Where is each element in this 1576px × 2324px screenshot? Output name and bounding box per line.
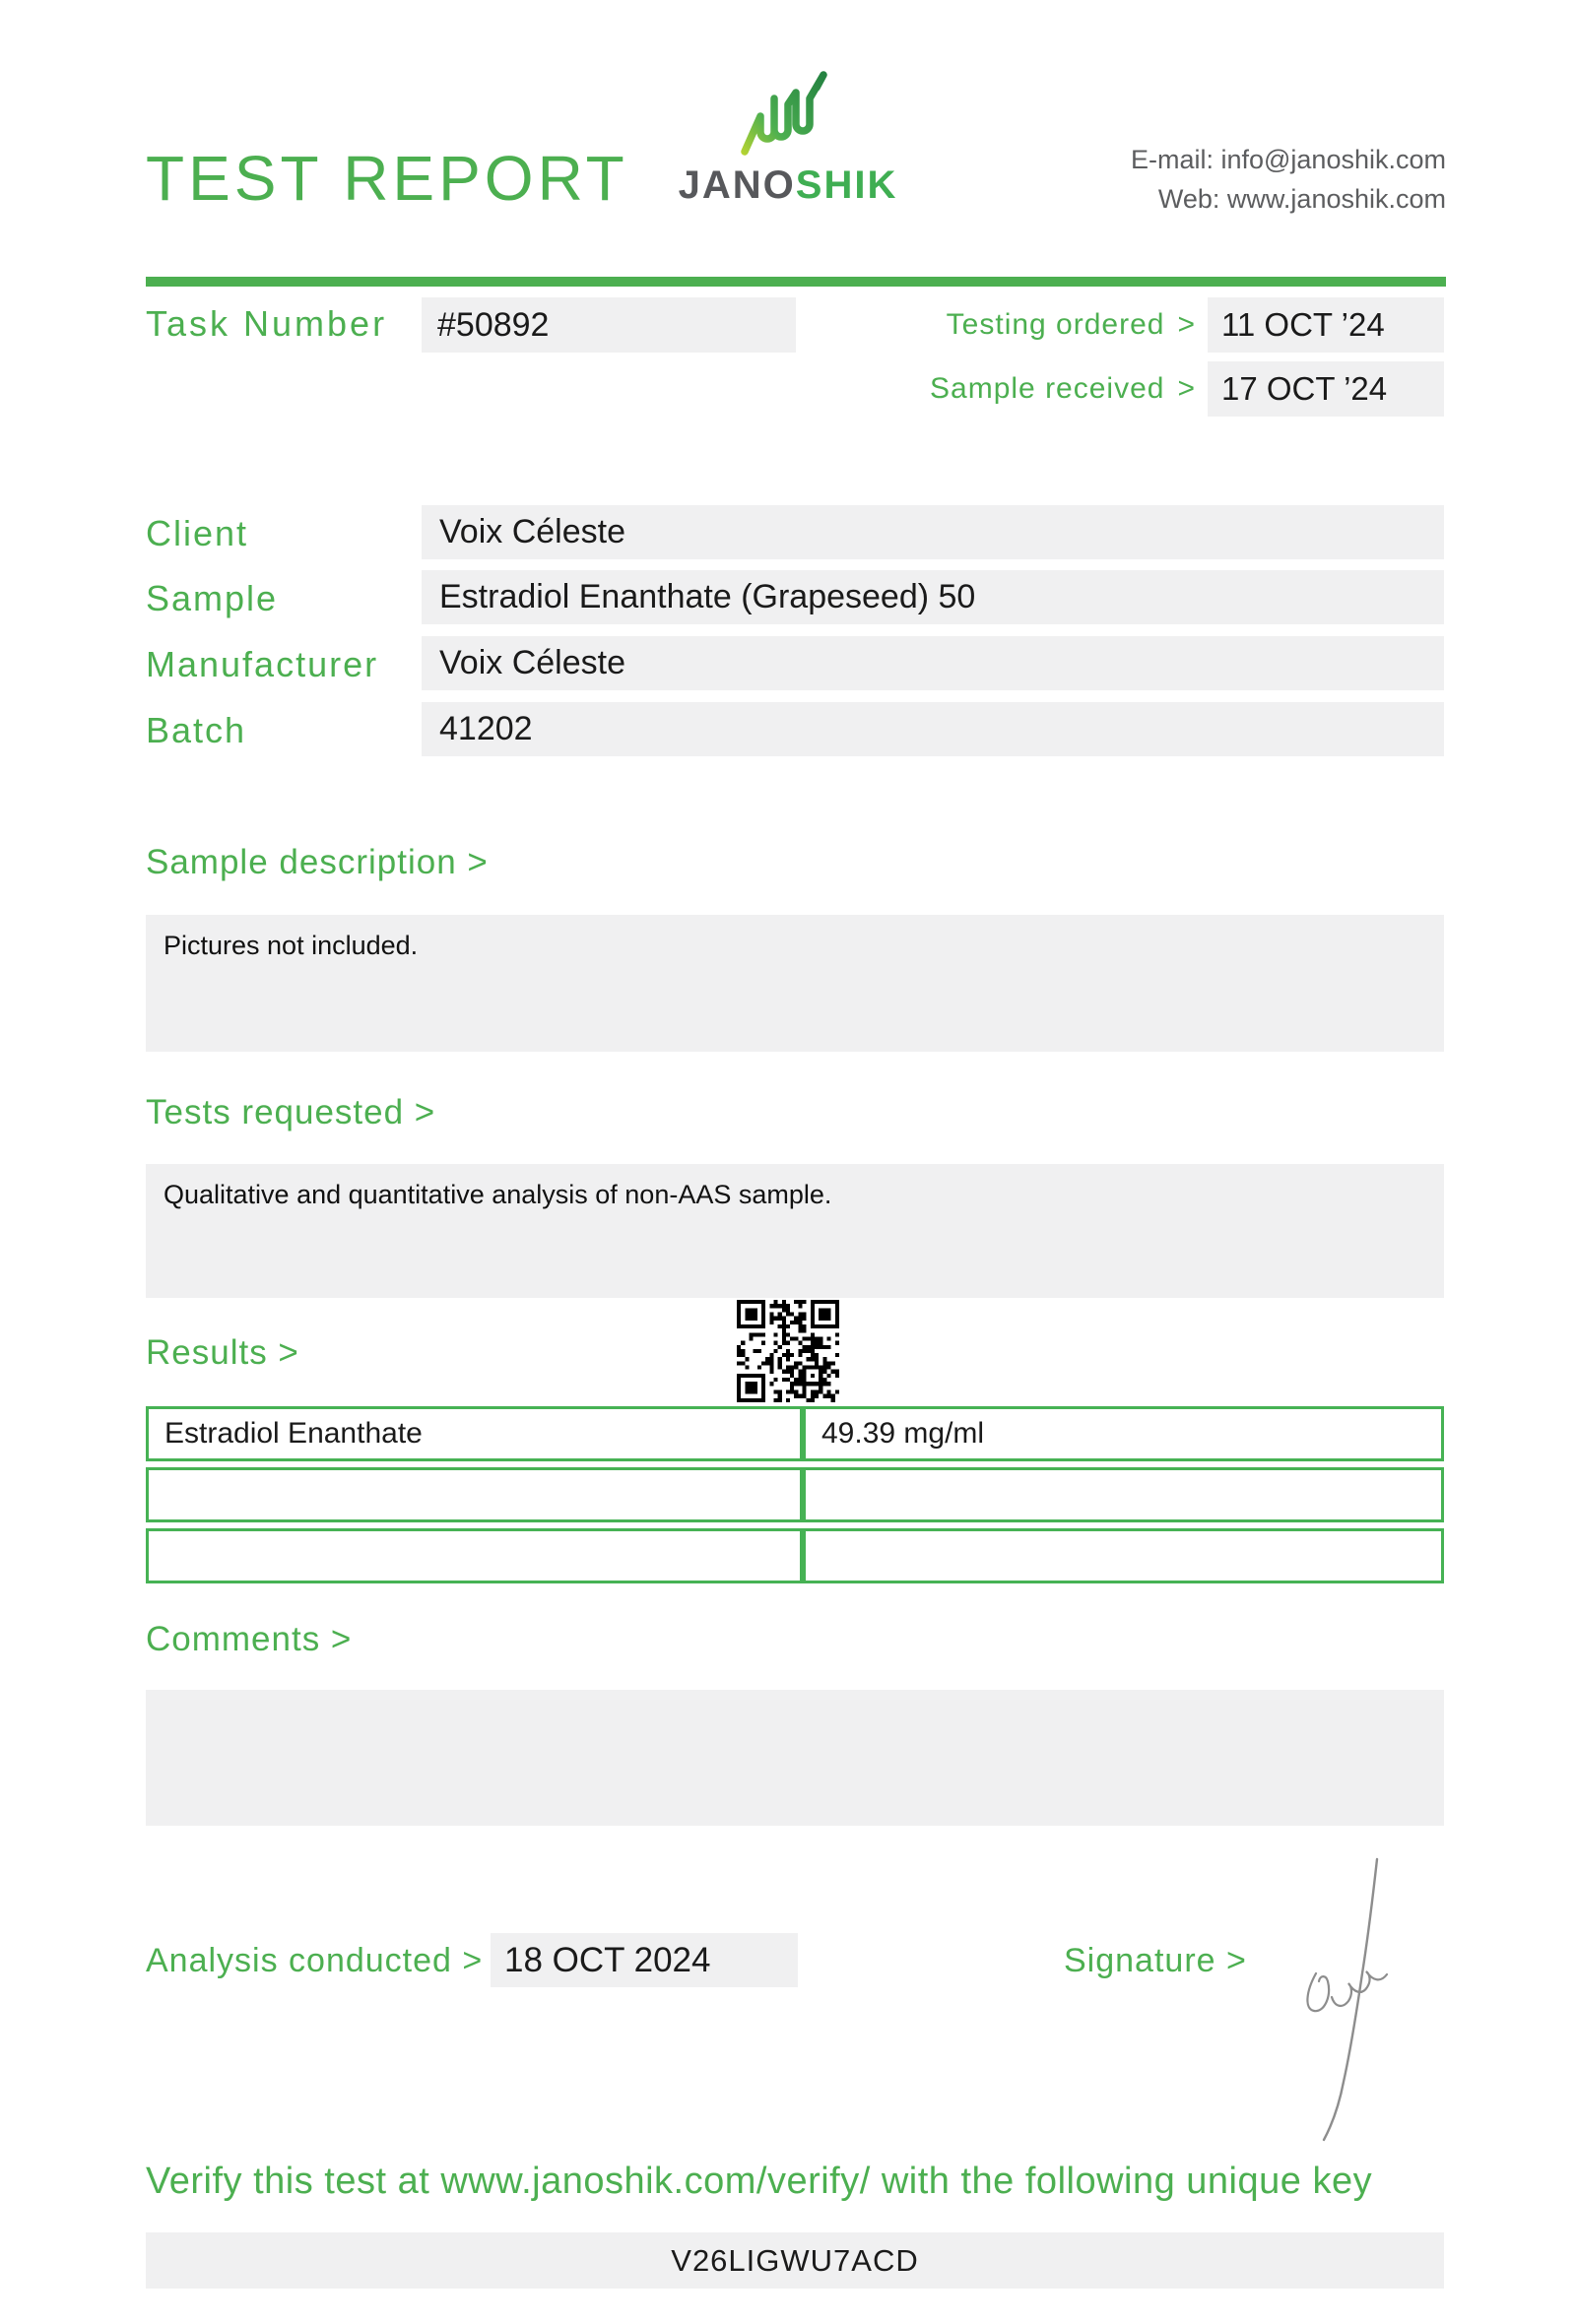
growth-chart-icon <box>739 69 837 158</box>
logo-wordmark <box>650 163 926 208</box>
sample-received-date: 17 OCT ’24 <box>1208 361 1444 417</box>
testing-ordered-arrow: > <box>1177 308 1195 341</box>
sample-description-box: Pictures not included. <box>146 915 1444 1052</box>
contact-web: Web: www.janoshik.com <box>1157 184 1446 214</box>
result-analyte-cell <box>146 1528 803 1583</box>
sample-value: Estradiol Enanthate (Grapeseed) 50 <box>422 570 1444 624</box>
comments-heading: Comments > <box>146 1620 353 1658</box>
testing-ordered-row <box>886 297 1444 353</box>
tests-requested-box: Qualitative and quantitative analysis of non-AAS sample. <box>146 1164 1444 1298</box>
testing-ordered-date: 11 OCT ’24 <box>1208 297 1444 353</box>
logo-word-shik: SHIK <box>795 163 898 207</box>
result-analyte-cell: Estradiol Enanthate <box>146 1406 803 1461</box>
result-value-cell: 49.39 mg/ml <box>803 1406 1444 1461</box>
qr-code <box>737 1300 839 1402</box>
sample-description-heading: Sample description > <box>146 843 489 881</box>
janoshik-logo <box>650 69 926 208</box>
client-value: Voix Céleste <box>422 505 1444 559</box>
client-label: Client <box>146 513 249 553</box>
batch-label: Batch <box>146 710 247 750</box>
result-value-cell <box>803 1528 1444 1583</box>
manufacturer-value: Voix Céleste <box>422 636 1444 690</box>
verify-instruction: Verify this test at www.janoshik.com/verify/ with the following unique key <box>146 2161 1373 2202</box>
results-heading: Results > <box>146 1333 299 1372</box>
batch-value: 41202 <box>422 702 1444 756</box>
testing-ordered-label: Testing ordered <box>946 308 1165 341</box>
logo-word-jano: JANO <box>678 163 796 207</box>
sample-received-row <box>886 361 1444 417</box>
sample-received-label: Sample received <box>930 372 1165 405</box>
results-table <box>146 1406 1444 1583</box>
contact-email: E-mail: info@janoshik.com <box>1130 145 1446 174</box>
signature-label: Signature > <box>1064 1942 1247 1979</box>
result-value-cell <box>803 1467 1444 1522</box>
analysis-conducted-label: Analysis conducted > <box>146 1942 484 1979</box>
tests-requested-heading: Tests requested > <box>146 1093 436 1131</box>
verify-key: V26LIGWU7ACD <box>146 2232 1444 2289</box>
contact-info <box>1003 140 1446 219</box>
result-analyte-cell <box>146 1467 803 1522</box>
header-divider <box>146 277 1446 287</box>
sample-received-arrow: > <box>1177 372 1195 405</box>
manufacturer-label: Manufacturer <box>146 644 379 684</box>
sample-label: Sample <box>146 578 279 618</box>
task-number-label: Task Number <box>146 303 388 344</box>
page-title: TEST REPORT <box>146 143 628 214</box>
signature-scribble <box>1277 1855 1414 2143</box>
task-number-value: #50892 <box>422 297 796 353</box>
comments-box <box>146 1690 1444 1826</box>
analysis-conducted-date: 18 OCT 2024 <box>491 1933 798 1987</box>
